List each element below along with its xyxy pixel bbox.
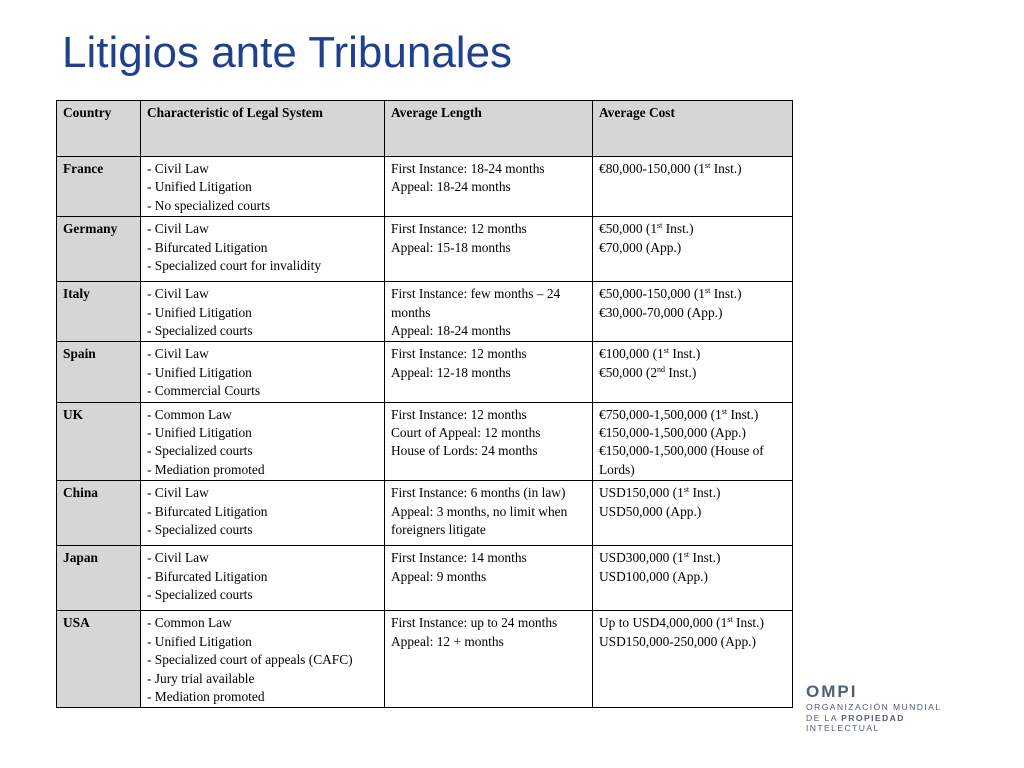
cell-average-length-line: Appeal: 9 months — [391, 568, 487, 584]
cell-average-cost — [593, 217, 793, 282]
table-row — [57, 546, 793, 611]
cell-average-length-line: Appeal: 18-24 months — [391, 179, 511, 195]
cell-country: China — [57, 481, 141, 546]
ordinal-suffix: st — [663, 346, 670, 356]
cost-text: €80,000-150,000 (1 — [599, 161, 706, 176]
logo-line-3: INTELECTUAL — [806, 723, 880, 733]
cost-text: Inst.) — [689, 550, 721, 566]
cell-country: USA — [57, 611, 141, 708]
cell-average-cost-line — [599, 424, 786, 442]
cell-average-length — [385, 481, 593, 546]
cell-country: Italy — [57, 282, 141, 342]
cell-legal-system-line: - Unified Litigation — [147, 364, 252, 380]
cell-legal-system — [141, 342, 385, 402]
cell-average-length-line: First Instance: 6 months (in law) — [391, 485, 566, 501]
cost-text: USD100,000 (App.) — [599, 568, 708, 584]
cell-legal-system-line: - Specialized courts — [147, 587, 253, 603]
header-country: Country — [57, 101, 141, 157]
cost-text: €50,000 (1 — [599, 221, 658, 237]
cell-average-cost-line — [599, 484, 786, 502]
cell-average-length-line: Appeal: 12 + months — [391, 633, 504, 649]
cell-legal-system — [141, 611, 385, 708]
cell-legal-system-line: - Bifurcated Litigation — [147, 568, 268, 584]
cell-legal-system-line: - Civil Law — [147, 286, 209, 302]
cell-country: Spain — [57, 342, 141, 402]
cell-legal-system-line: - Common Law — [147, 615, 232, 631]
cost-text: Inst.) — [710, 161, 742, 176]
cost-text: €100,000 (1 — [599, 346, 664, 362]
cell-average-cost — [593, 546, 793, 611]
cell-legal-system — [141, 481, 385, 546]
cell-average-cost-line — [599, 239, 786, 257]
table-row — [57, 402, 793, 481]
cell-average-cost — [593, 282, 793, 342]
cell-average-length-line: First Instance: 12 months — [391, 406, 527, 422]
cell-legal-system — [141, 546, 385, 611]
cell-average-length-line: First Instance: 12 months — [391, 346, 527, 362]
ordinal-suffix: st — [705, 161, 711, 170]
cell-average-length — [385, 342, 593, 402]
cell-legal-system-line: - Commercial Courts — [147, 383, 261, 399]
cell-average-length-line: Appeal: 15-18 months — [391, 239, 511, 255]
cell-average-cost-line — [599, 633, 786, 651]
cell-legal-system-line: - Specialized courts — [147, 323, 253, 339]
cell-average-cost-line — [599, 220, 786, 238]
cell-average-cost-line — [599, 568, 786, 586]
logo-line-2-prefix: DE LA — [806, 712, 842, 723]
cost-text: Inst.) — [727, 406, 759, 422]
cell-average-length-line: First Instance: up to 24 months — [391, 615, 558, 631]
cell-country: Germany — [57, 217, 141, 282]
cell-legal-system-line: - Civil Law — [147, 161, 209, 176]
cell-average-cost-line — [599, 503, 786, 521]
cell-legal-system — [141, 217, 385, 282]
logo-line-1: ORGANIZACIÓN MUNDIAL — [806, 702, 942, 712]
cell-average-length-line: Appeal: 12-18 months — [391, 364, 511, 380]
header-characteristic: Characteristic of Legal System — [141, 101, 385, 157]
cost-text: Inst.) — [669, 346, 701, 362]
cell-average-cost-line — [599, 549, 786, 567]
ordinal-suffix: st — [727, 615, 733, 625]
cell-legal-system-line: - Civil Law — [147, 346, 209, 362]
cell-legal-system-line: - Civil Law — [147, 485, 209, 501]
logo-mark: OMPI — [806, 682, 858, 701]
cell-average-cost-line — [599, 285, 786, 303]
table-row — [57, 282, 793, 342]
cell-average-cost-line — [599, 614, 786, 632]
cell-legal-system-line: - Specialized court of appeals (CAFC) — [147, 652, 353, 668]
cell-average-cost-line — [599, 160, 786, 178]
table-row — [57, 217, 793, 282]
cell-legal-system-line: - Unified Litigation — [147, 304, 252, 320]
cost-text: USD150,000 (1 — [599, 485, 684, 501]
cell-legal-system — [141, 157, 385, 217]
cost-text: €50,000 (2 — [599, 364, 658, 380]
cell-legal-system-line: - Mediation promoted — [147, 461, 265, 477]
cell-average-cost — [593, 157, 793, 217]
table-header-row — [57, 101, 793, 157]
cell-average-cost-line — [599, 406, 786, 424]
cell-legal-system-line: - Mediation promoted — [147, 688, 265, 704]
cell-average-length — [385, 611, 593, 708]
cell-legal-system-line: - No specialized courts — [147, 197, 271, 213]
cell-average-length — [385, 282, 593, 342]
cell-average-length-line: Court of Appeal: 12 months — [391, 425, 541, 441]
cell-legal-system-line: - Specialized courts — [147, 522, 253, 538]
cost-text: Inst.) — [665, 364, 697, 380]
cell-legal-system — [141, 402, 385, 481]
header-average-length: Average Length — [385, 101, 593, 157]
cell-average-cost-line — [599, 345, 786, 363]
logo-line-2 — [806, 713, 941, 724]
cell-average-length-line: Appeal: 3 months, no limit when foreigners litigate — [391, 503, 568, 538]
cell-average-cost — [593, 481, 793, 546]
cell-average-length-line: Appeal: 18-24 months — [391, 323, 511, 339]
cost-text: €30,000-70,000 (App.) — [599, 304, 723, 320]
cost-text: €750,000-1,500,000 (1 — [599, 406, 722, 422]
cell-legal-system-line: - Unified Litigation — [147, 425, 252, 441]
cell-average-length-line: First Instance: 18-24 months — [391, 161, 545, 176]
cell-legal-system-line: - Civil Law — [147, 550, 209, 566]
cell-average-length-line: First Instance: 12 months — [391, 221, 527, 237]
cost-text: USD150,000-250,000 (App.) — [599, 633, 756, 649]
cell-legal-system-line: - Jury trial available — [147, 670, 255, 686]
cost-text: €150,000-1,500,000 (House of Lords) — [599, 443, 764, 477]
cost-text: USD300,000 (1 — [599, 550, 684, 566]
table-row — [57, 342, 793, 402]
cost-text: Up to USD4,000,000 (1 — [599, 615, 728, 631]
ordinal-suffix: st — [721, 406, 728, 416]
cell-average-length-line: First Instance: few months – 24 months — [391, 286, 561, 320]
cell-legal-system-line: - Unified Litigation — [147, 179, 252, 195]
cell-legal-system — [141, 282, 385, 342]
cost-text: Inst.) — [689, 485, 721, 501]
ordinal-suffix: nd — [657, 364, 666, 374]
cost-text: USD50,000 (App.) — [599, 503, 702, 519]
litigation-table — [56, 100, 793, 708]
cell-legal-system-line: - Specialized courts — [147, 443, 253, 459]
cost-text: €70,000 (App.) — [599, 239, 682, 255]
cell-legal-system-line: - Bifurcated Litigation — [147, 503, 268, 519]
cell-average-cost — [593, 611, 793, 708]
header-average-cost: Average Cost — [593, 101, 793, 157]
table-row — [57, 157, 793, 217]
cell-legal-system-line: - Unified Litigation — [147, 633, 252, 649]
cell-average-length — [385, 217, 593, 282]
cell-legal-system-line: - Specialized court for invalidity — [147, 258, 322, 274]
cell-average-length — [385, 546, 593, 611]
cell-legal-system-line: - Bifurcated Litigation — [147, 239, 268, 255]
ordinal-suffix: st — [705, 286, 711, 296]
cell-country: UK — [57, 402, 141, 481]
cost-text: Inst.) — [662, 221, 694, 237]
slide-title: Litigios ante Tribunales — [62, 28, 513, 77]
logo-line-2-bold: PROPIEDAD — [841, 712, 905, 723]
cost-text: Inst.) — [732, 615, 764, 631]
cost-text: Inst.) — [710, 286, 742, 302]
cost-text: €150,000-1,500,000 (App.) — [599, 425, 746, 441]
ordinal-suffix: st — [683, 550, 690, 560]
ordinal-suffix: st — [657, 221, 663, 231]
cell-country: Japan — [57, 546, 141, 611]
cost-text: €50,000-150,000 (1 — [599, 286, 706, 302]
cell-average-cost-line — [599, 364, 786, 382]
table-row — [57, 611, 793, 708]
ompi-logo — [806, 682, 941, 734]
cell-legal-system-line: - Common Law — [147, 406, 232, 422]
table-row — [57, 481, 793, 546]
ordinal-suffix: st — [683, 485, 690, 495]
cell-average-length-line: First Instance: 14 months — [391, 550, 527, 566]
cell-average-length — [385, 157, 593, 217]
cell-average-cost — [593, 402, 793, 481]
cell-country: France — [57, 157, 141, 217]
cell-average-length-line: House of Lords: 24 months — [391, 443, 538, 459]
cell-legal-system-line: - Civil Law — [147, 221, 209, 237]
cell-average-cost-line — [599, 442, 786, 479]
cell-average-cost — [593, 342, 793, 402]
cell-average-cost-line — [599, 304, 786, 322]
cell-average-length — [385, 402, 593, 481]
